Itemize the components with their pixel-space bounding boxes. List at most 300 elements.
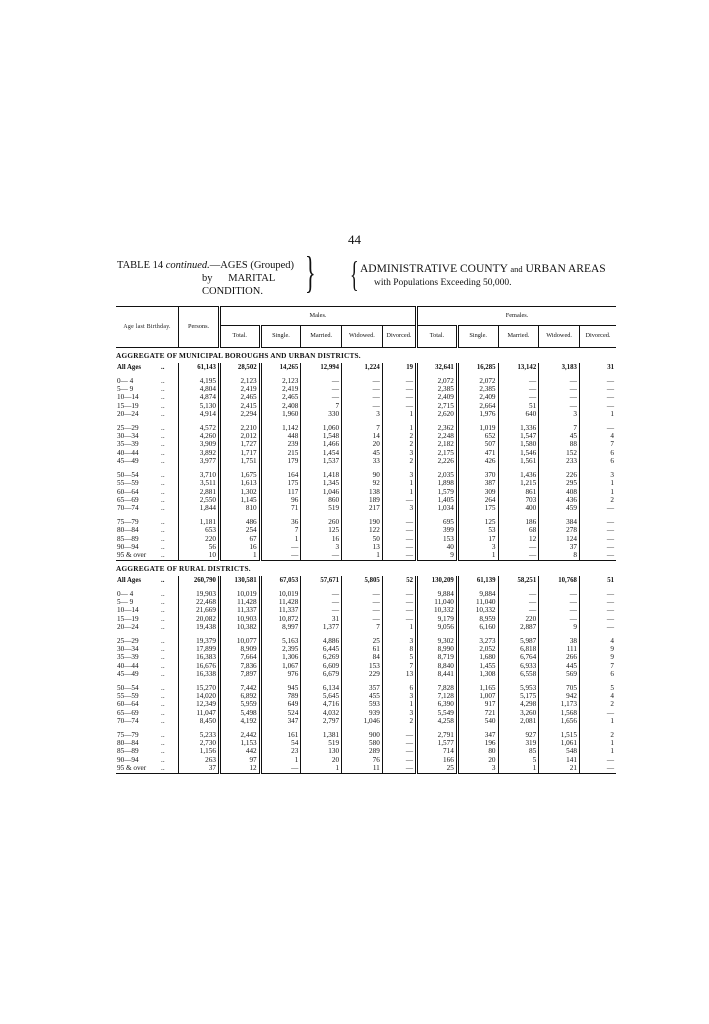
table-row — [116, 756, 616, 764]
persons-cell: 17,899 — [179, 645, 220, 653]
leader-dots: .. — [161, 517, 165, 526]
age-group-cell: 70—74 — [117, 504, 139, 513]
males-married-cell: 1,377 — [301, 623, 342, 631]
table-title-ages: —AGES (Grouped) — [209, 260, 295, 271]
persons-cell: 653 — [179, 526, 220, 534]
table-row — [116, 449, 616, 457]
age-group-cell: 45—49 — [117, 457, 139, 466]
males-divorced-cell: 1 — [382, 700, 416, 708]
females-single-cell: 1,976 — [457, 410, 498, 418]
persons-cell: 20,082 — [179, 615, 220, 623]
males-married-cell: 1,454 — [301, 449, 342, 457]
females-total-cell: 2,620 — [417, 410, 458, 418]
header-males-widowed: Widowed. — [342, 326, 383, 347]
males-divorced-cell: — — [382, 526, 416, 534]
females-divorced-cell: — — [579, 764, 616, 773]
age-group-cell: 75—79 — [117, 730, 139, 739]
persons-cell: 19,379 — [179, 637, 220, 645]
males-divorced-cell: — — [382, 402, 416, 410]
males-divorced-cell: — — [382, 606, 416, 614]
males-divorced-cell: 1 — [382, 479, 416, 487]
females-single-cell: 53 — [457, 526, 498, 534]
persons-cell: 4,572 — [179, 424, 220, 432]
females-single-cell: 175 — [457, 504, 498, 512]
females-widowed-cell: 1,568 — [539, 709, 580, 717]
males-total-cell: 130,581 — [219, 576, 260, 589]
males-married-cell: 860 — [301, 496, 342, 504]
males-married-cell: 1,345 — [301, 479, 342, 487]
females-widowed-cell: 436 — [539, 496, 580, 504]
males-divorced-cell: — — [382, 739, 416, 747]
header-males: Males. — [219, 307, 416, 326]
males-widowed-cell: 20 — [342, 440, 383, 448]
leader-dots: .. — [161, 764, 165, 773]
males-single-cell: 161 — [260, 731, 301, 739]
females-married-cell: 319 — [498, 739, 539, 747]
table-row — [116, 709, 616, 717]
area-title-line1: ADMINISTRATIVE COUNTY — [360, 263, 508, 275]
table-row — [116, 645, 616, 653]
males-single-cell: — — [260, 764, 301, 773]
females-married-cell: 58,251 — [498, 576, 539, 589]
leader-dots: .. — [161, 683, 165, 692]
table-row — [116, 747, 616, 755]
males-total-cell: 1,153 — [219, 739, 260, 747]
leader-dots: .. — [161, 692, 165, 701]
leader-dots: .. — [161, 700, 165, 709]
page-number: 44 — [348, 232, 361, 247]
males-single-cell: 2,419 — [260, 385, 301, 393]
females-married-cell: 703 — [498, 496, 539, 504]
females-total-cell: 2,385 — [417, 385, 458, 393]
age-group-cell: 15—19 — [117, 614, 139, 623]
females-single-cell: 16,285 — [457, 363, 498, 376]
table-row — [116, 504, 616, 512]
leader-dots: .. — [161, 440, 165, 449]
males-divorced-cell: 5 — [382, 653, 416, 661]
females-single-cell: 652 — [457, 432, 498, 440]
females-married-cell: — — [498, 598, 539, 606]
females-total-cell: 1,579 — [417, 488, 458, 496]
leader-dots: .. — [161, 457, 165, 466]
males-total-cell: 10,077 — [219, 637, 260, 645]
females-divorced-cell: 6 — [579, 457, 616, 465]
females-widowed-cell: 548 — [539, 747, 580, 755]
females-married-cell: — — [498, 606, 539, 614]
males-married-cell: 16 — [301, 535, 342, 543]
males-single-cell: 1,142 — [260, 424, 301, 432]
females-married-cell: 1 — [498, 764, 539, 773]
males-divorced-cell: — — [382, 496, 416, 504]
females-total-cell: 4,258 — [417, 717, 458, 725]
males-widowed-cell: — — [342, 606, 383, 614]
males-widowed-cell: 13 — [342, 543, 383, 551]
males-total-cell: 11,337 — [219, 606, 260, 614]
males-total-cell: 1,717 — [219, 449, 260, 457]
females-widowed-cell: — — [539, 606, 580, 614]
all-ages-row — [116, 576, 616, 589]
males-married-cell: 4,716 — [301, 700, 342, 708]
age-group-cell: 20—24 — [117, 623, 139, 632]
age-group-cell: All Ages — [117, 364, 141, 372]
females-married-cell: 5,175 — [498, 692, 539, 700]
males-single-cell: 2,123 — [260, 377, 301, 385]
males-total-cell: 5,498 — [219, 709, 260, 717]
females-widowed-cell: 295 — [539, 479, 580, 487]
age-group-cell: 45—49 — [117, 670, 139, 679]
males-total-cell: 2,415 — [219, 402, 260, 410]
females-widowed-cell: 45 — [539, 432, 580, 440]
females-married-cell: 1,215 — [498, 479, 539, 487]
males-single-cell: — — [260, 551, 301, 560]
persons-cell: 2,550 — [179, 496, 220, 504]
males-divorced-cell: 2 — [382, 457, 416, 465]
males-single-cell: 23 — [260, 747, 301, 755]
females-widowed-cell: 1,061 — [539, 739, 580, 747]
males-total-cell: 2,442 — [219, 731, 260, 739]
females-divorced-cell: — — [579, 526, 616, 534]
males-married-cell: 6,445 — [301, 645, 342, 653]
table-row — [116, 637, 616, 645]
males-single-cell: 10,019 — [260, 590, 301, 598]
males-widowed-cell: 455 — [342, 692, 383, 700]
females-single-cell: 370 — [457, 471, 498, 479]
persons-cell: 3,511 — [179, 479, 220, 487]
males-widowed-cell: 289 — [342, 747, 383, 755]
males-total-cell: 8,909 — [219, 645, 260, 653]
table-row — [116, 670, 616, 678]
age-group-cell: 0— 4 — [117, 589, 134, 598]
males-total-cell: 10,382 — [219, 623, 260, 631]
persons-cell: 10 — [179, 551, 220, 560]
females-married-cell: — — [498, 551, 539, 560]
leader-dots: .. — [161, 623, 165, 632]
header-males-single: Single. — [260, 326, 301, 347]
males-married-cell: 519 — [301, 739, 342, 747]
age-group-cell: 75—79 — [117, 517, 139, 526]
females-married-cell: 6,558 — [498, 670, 539, 678]
leader-dots: .. — [161, 739, 165, 748]
age-group-cell: 35—39 — [117, 440, 139, 449]
females-total-cell: 2,182 — [417, 440, 458, 448]
males-single-cell: 7 — [260, 526, 301, 534]
males-total-cell: 7,836 — [219, 662, 260, 670]
females-widowed-cell: 278 — [539, 526, 580, 534]
females-married-cell: — — [498, 377, 539, 385]
header-females-married: Married. — [498, 326, 539, 347]
males-married-cell: 1,381 — [301, 731, 342, 739]
males-total-cell: 7,664 — [219, 653, 260, 661]
females-total-cell: 2,175 — [417, 449, 458, 457]
males-total-cell: 442 — [219, 747, 260, 755]
table-row — [116, 606, 616, 614]
persons-cell: 1,156 — [179, 747, 220, 755]
females-single-cell: 2,385 — [457, 385, 498, 393]
females-widowed-cell: 384 — [539, 518, 580, 526]
males-total-cell: 1,751 — [219, 457, 260, 465]
females-single-cell: 309 — [457, 488, 498, 496]
females-married-cell: 1,580 — [498, 440, 539, 448]
persons-cell: 5,130 — [179, 402, 220, 410]
right-brace: } — [305, 248, 316, 297]
table-row — [116, 590, 616, 598]
females-divorced-cell: — — [579, 393, 616, 401]
males-divorced-cell: 3 — [382, 709, 416, 717]
females-total-cell: 695 — [417, 518, 458, 526]
females-married-cell: 13,142 — [498, 363, 539, 376]
males-single-cell: 215 — [260, 449, 301, 457]
females-divorced-cell: — — [579, 606, 616, 614]
males-total-cell: 1,727 — [219, 440, 260, 448]
males-total-cell: 4,192 — [219, 717, 260, 725]
males-married-cell: — — [301, 393, 342, 401]
females-married-cell: 186 — [498, 518, 539, 526]
males-single-cell: 1,306 — [260, 653, 301, 661]
females-single-cell: 11,040 — [457, 598, 498, 606]
leader-dots: .. — [161, 653, 165, 662]
header-age: Age last Birthday. — [123, 323, 171, 330]
leader-dots: .. — [161, 448, 165, 457]
females-widowed-cell: 1,656 — [539, 717, 580, 725]
males-divorced-cell: 1 — [382, 623, 416, 631]
males-divorced-cell: — — [382, 764, 416, 773]
females-divorced-cell: 1 — [579, 488, 616, 496]
females-total-cell: 2,226 — [417, 457, 458, 465]
males-married-cell: 1,537 — [301, 457, 342, 465]
females-divorced-cell: 1 — [579, 410, 616, 418]
table-row — [116, 440, 616, 448]
leader-dots: .. — [161, 670, 165, 679]
persons-cell: 260,790 — [179, 576, 220, 589]
marital-condition-table — [116, 306, 616, 774]
age-group-cell: 95 & over — [117, 551, 147, 560]
males-single-cell: 2,408 — [260, 402, 301, 410]
males-married-cell: 1,418 — [301, 471, 342, 479]
females-total-cell: 32,641 — [417, 363, 458, 376]
males-divorced-cell: 6 — [382, 684, 416, 692]
leader-dots: .. — [161, 432, 165, 441]
females-single-cell: 540 — [457, 717, 498, 725]
age-group-cell: 85—89 — [117, 534, 139, 543]
females-married-cell: 3,260 — [498, 709, 539, 717]
leader-dots: .. — [161, 385, 165, 394]
table-row — [116, 684, 616, 692]
males-total-cell: 2,210 — [219, 424, 260, 432]
males-widowed-cell: 593 — [342, 700, 383, 708]
males-total-cell: 1,675 — [219, 471, 260, 479]
females-divorced-cell: — — [579, 504, 616, 512]
males-married-cell: — — [301, 606, 342, 614]
males-divorced-cell: — — [382, 756, 416, 764]
persons-cell: 4,914 — [179, 410, 220, 418]
persons-cell: 8,450 — [179, 717, 220, 725]
header-males-total: Total. — [219, 326, 260, 347]
females-divorced-cell: 9 — [579, 645, 616, 653]
area-title — [360, 262, 606, 290]
males-widowed-cell: 357 — [342, 684, 383, 692]
males-married-cell: 260 — [301, 518, 342, 526]
table-row — [116, 717, 616, 725]
females-single-cell: 471 — [457, 449, 498, 457]
females-widowed-cell: 705 — [539, 684, 580, 692]
males-widowed-cell: — — [342, 615, 383, 623]
males-single-cell: 649 — [260, 700, 301, 708]
males-married-cell: 3 — [301, 543, 342, 551]
females-widowed-cell: 233 — [539, 457, 580, 465]
females-divorced-cell: — — [579, 709, 616, 717]
age-group-cell: 25—29 — [117, 423, 139, 432]
males-married-cell: 20 — [301, 756, 342, 764]
leader-dots: .. — [161, 479, 165, 488]
males-divorced-cell: — — [382, 377, 416, 385]
males-widowed-cell: 580 — [342, 739, 383, 747]
females-single-cell: 8,959 — [457, 615, 498, 623]
females-widowed-cell: — — [539, 385, 580, 393]
females-widowed-cell: — — [539, 393, 580, 401]
age-group-cell: 35—39 — [117, 653, 139, 662]
females-widowed-cell: — — [539, 377, 580, 385]
persons-cell: 22,468 — [179, 598, 220, 606]
males-divorced-cell: — — [382, 598, 416, 606]
females-single-cell: 1 — [457, 551, 498, 560]
males-single-cell: 976 — [260, 670, 301, 678]
section-heading — [116, 560, 616, 576]
males-divorced-cell: 2 — [382, 440, 416, 448]
males-widowed-cell: — — [342, 402, 383, 410]
persons-cell: 19,903 — [179, 590, 220, 598]
females-total-cell: 40 — [417, 543, 458, 551]
table-row — [116, 700, 616, 708]
females-single-cell: 196 — [457, 739, 498, 747]
males-single-cell: 71 — [260, 504, 301, 512]
males-widowed-cell: 61 — [342, 645, 383, 653]
persons-cell: 16,383 — [179, 653, 220, 661]
males-divorced-cell: — — [382, 590, 416, 598]
table-title — [117, 259, 294, 298]
females-single-cell: 2,664 — [457, 402, 498, 410]
males-total-cell: 1,302 — [219, 488, 260, 496]
males-single-cell: 96 — [260, 496, 301, 504]
males-single-cell: 239 — [260, 440, 301, 448]
males-widowed-cell: 122 — [342, 526, 383, 534]
males-married-cell: 6,679 — [301, 670, 342, 678]
age-group-cell: 15—19 — [117, 401, 139, 410]
females-single-cell: 264 — [457, 496, 498, 504]
leader-dots: .. — [161, 487, 165, 496]
males-widowed-cell: 90 — [342, 471, 383, 479]
section-title: AGGREGATE OF MUNICIPAL BOROUGHS AND URBAN DISTRICTS. — [116, 347, 616, 363]
females-married-cell: 1,546 — [498, 449, 539, 457]
females-widowed-cell: 569 — [539, 670, 580, 678]
females-married-cell: 5,953 — [498, 684, 539, 692]
males-single-cell: 67,053 — [260, 576, 301, 589]
males-divorced-cell: 3 — [382, 692, 416, 700]
females-total-cell: 153 — [417, 535, 458, 543]
males-divorced-cell: — — [382, 615, 416, 623]
persons-cell: 263 — [179, 756, 220, 764]
males-widowed-cell: 900 — [342, 731, 383, 739]
females-widowed-cell: 3,183 — [539, 363, 580, 376]
males-married-cell: 330 — [301, 410, 342, 418]
females-single-cell: 1,019 — [457, 424, 498, 432]
males-single-cell: 11,337 — [260, 606, 301, 614]
males-total-cell: 16 — [219, 543, 260, 551]
females-married-cell: 1,336 — [498, 424, 539, 432]
persons-cell: 37 — [179, 764, 220, 773]
males-single-cell: 54 — [260, 739, 301, 747]
age-group-cell: 85—89 — [117, 747, 139, 756]
females-total-cell: 2,035 — [417, 471, 458, 479]
persons-cell: 4,804 — [179, 385, 220, 393]
males-total-cell: 11,428 — [219, 598, 260, 606]
leader-dots: .. — [161, 589, 165, 598]
males-divorced-cell: — — [382, 747, 416, 755]
leader-dots: .. — [161, 393, 165, 402]
males-married-cell: 7 — [301, 402, 342, 410]
females-married-cell: 4,298 — [498, 700, 539, 708]
males-divorced-cell: 1 — [382, 488, 416, 496]
males-divorced-cell: — — [382, 518, 416, 526]
persons-cell: 14,020 — [179, 692, 220, 700]
persons-cell: 5,233 — [179, 731, 220, 739]
area-title-and: and — [510, 264, 523, 274]
table-row — [116, 653, 616, 661]
males-widowed-cell: 1 — [342, 551, 383, 560]
females-married-cell: 6,933 — [498, 662, 539, 670]
males-married-cell: — — [301, 551, 342, 560]
females-divorced-cell: 5 — [579, 684, 616, 692]
males-total-cell: 2,012 — [219, 432, 260, 440]
males-single-cell: 36 — [260, 518, 301, 526]
leader-dots: .. — [161, 606, 165, 615]
persons-cell: 12,349 — [179, 700, 220, 708]
persons-cell: 16,338 — [179, 670, 220, 678]
persons-cell: 2,730 — [179, 739, 220, 747]
persons-cell: 3,892 — [179, 449, 220, 457]
females-married-cell: — — [498, 393, 539, 401]
males-total-cell: 67 — [219, 535, 260, 543]
persons-cell: 56 — [179, 543, 220, 551]
table-row — [116, 623, 616, 631]
females-widowed-cell: 88 — [539, 440, 580, 448]
males-divorced-cell: 3 — [382, 449, 416, 457]
males-total-cell: 6,892 — [219, 692, 260, 700]
males-single-cell: 10,872 — [260, 615, 301, 623]
header-females: Females. — [417, 307, 616, 326]
leader-dots: .. — [161, 542, 165, 551]
males-single-cell: 2,465 — [260, 393, 301, 401]
males-widowed-cell: 153 — [342, 662, 383, 670]
males-total-cell: 2,294 — [219, 410, 260, 418]
all-ages-row — [116, 363, 616, 376]
header-males-married: Married. — [301, 326, 342, 347]
females-total-cell: 2,715 — [417, 402, 458, 410]
males-widowed-cell: 1,046 — [342, 717, 383, 725]
females-divorced-cell: 7 — [579, 662, 616, 670]
leader-dots: .. — [161, 645, 165, 653]
table-row — [116, 518, 616, 526]
females-divorced-cell: 2 — [579, 700, 616, 708]
persons-cell: 11,047 — [179, 709, 220, 717]
males-married-cell: 6,269 — [301, 653, 342, 661]
females-widowed-cell: 37 — [539, 543, 580, 551]
females-single-cell: 3,273 — [457, 637, 498, 645]
males-total-cell: 10,903 — [219, 615, 260, 623]
header-females-widowed: Widowed. — [539, 326, 580, 347]
table-row — [116, 424, 616, 432]
females-single-cell: 507 — [457, 440, 498, 448]
table-row — [116, 377, 616, 385]
